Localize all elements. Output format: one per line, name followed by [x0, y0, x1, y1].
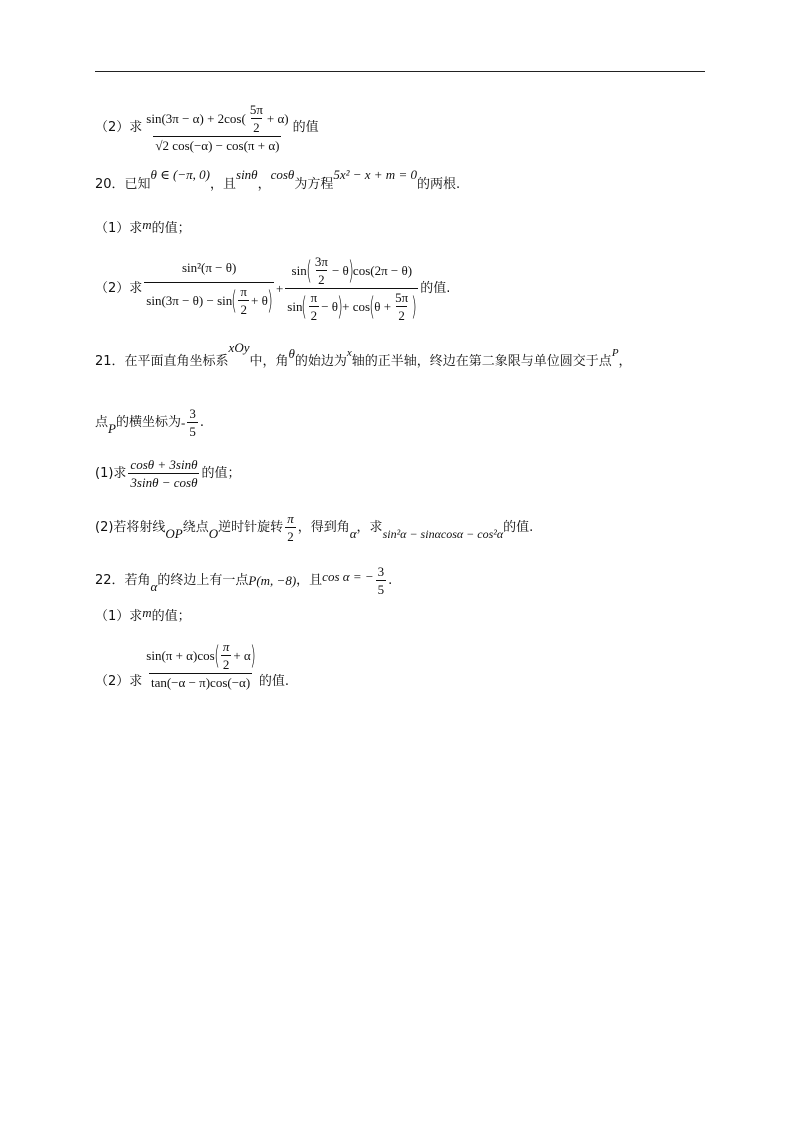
right-paren: ): [337, 291, 343, 322]
q20-p2-f2-num-c: cos(2π − θ): [352, 263, 413, 278]
q22-p1-suffix: 的值；: [151, 609, 191, 624]
q22-p2-num-a: sin(π + α)cos: [146, 648, 215, 663]
q21-stem: [95, 340, 632, 369]
q21-line2-b: 的横坐标为: [115, 415, 181, 430]
q22-p2-inner-num: π: [222, 639, 230, 654]
q22-p2-inner-den: 2: [222, 657, 230, 672]
q20-p2-f2-den-inner-num: π: [310, 290, 318, 305]
q20-p2-f2-num-inner: [313, 255, 330, 286]
q21-line2-frac-den: 5: [189, 424, 196, 439]
q20-p2-f2-den-inner-2: [393, 291, 410, 322]
q19-p2-inner-num: 5π: [249, 102, 263, 117]
q22-point: P(m, −8): [248, 573, 297, 588]
q20-p2-f2-den-a: sin: [287, 299, 303, 314]
q20-stem: [95, 167, 461, 192]
q21-p1-suffix: 的值；: [201, 466, 241, 481]
q20-p2-f1-den-b: + θ: [250, 293, 268, 308]
q21-part1: [95, 458, 240, 489]
left-paren: (: [306, 255, 312, 286]
q20-p2-plus: +: [275, 281, 284, 296]
q20-p2-f2-num-inner-num: 3π: [314, 254, 328, 269]
right-paren: ): [411, 291, 418, 322]
q22-text-1: 的终边上有一点: [157, 573, 249, 588]
q22-number: 22．若角: [95, 573, 151, 588]
q22-p1-var: m: [142, 605, 152, 620]
q22-p2-num-b: + α: [233, 648, 251, 663]
q21-line2-frac-num: 3: [189, 406, 196, 421]
q20-number: 20．已知: [95, 177, 151, 192]
q20-p2-f2-den-c: + cos: [342, 299, 371, 314]
q20-p2-f2-den-inner-den: 2: [310, 308, 318, 323]
q19-p2-inner-frac: [248, 103, 265, 134]
q21-x: x: [346, 347, 352, 359]
q22-p1-label: （1）求: [95, 609, 143, 624]
q20-text-4: 的两根.: [416, 177, 461, 192]
q20-p2-label: （2）求: [95, 281, 143, 296]
q21-line2-sign: -: [180, 415, 186, 430]
q21-p2-b: 绕点: [182, 520, 209, 535]
q20-sin: sinθ: [236, 167, 258, 182]
q22-p2-fraction: [144, 640, 257, 689]
right-paren: ): [250, 640, 256, 671]
q20-p2-f2-den-inner2-den: 2: [398, 308, 405, 323]
q21-text-2: 的始边为: [294, 354, 347, 369]
q19-p2-suffix: 的值: [292, 120, 319, 135]
q21-P: P: [611, 347, 619, 359]
q20-equation: 5x² − x + m = 0: [333, 167, 417, 182]
q22-stem: [95, 565, 392, 596]
q20-p2-f2-den-b: − θ: [321, 299, 339, 314]
q22-alpha: α: [150, 579, 158, 594]
q20-text-3: 为方程: [294, 177, 334, 192]
q21-part2: [95, 512, 533, 543]
q21-p2-O: O: [208, 526, 219, 541]
q20-p1-var: m: [142, 217, 152, 232]
q21-text-1: 中，角: [249, 354, 289, 369]
q20-p2-f2-den-inner: [309, 291, 320, 322]
q21-line2-a: 点: [95, 415, 109, 430]
q22-p2-den: tan(−α − π)cos(−α): [150, 675, 251, 690]
q21-p2-c: 逆时针旋转: [218, 520, 284, 535]
q20-p2-f2-num-a: sin: [291, 263, 307, 278]
q22-p2-inner: [221, 640, 232, 671]
q19-p2-fraction: [144, 103, 290, 152]
q20-p2-f1-inner-num: π: [240, 284, 247, 299]
q21-text-4: ，: [618, 354, 632, 369]
q20-p2-f1-inner-den: 2: [240, 302, 247, 317]
left-paren: (: [213, 640, 220, 671]
left-paren: (: [231, 285, 238, 316]
q19-p2-num-b: + α): [266, 111, 289, 126]
q22-text-2: ，且: [296, 573, 323, 588]
q21-p2-f: 的值.: [503, 520, 534, 535]
q20-p2-f1-num: sin²(π − θ): [181, 260, 237, 275]
q21-p1-num: cosθ + 3sinθ: [130, 457, 198, 472]
right-paren: ): [348, 255, 354, 286]
q19-part2: [95, 103, 319, 152]
q22-p2-suffix: 的值.: [258, 674, 290, 689]
q21-line2-fraction: [187, 407, 198, 438]
right-paren: ): [267, 285, 273, 316]
q21-p2-a: (2)若将射线: [95, 520, 166, 535]
q21-line2-P: P: [108, 421, 116, 436]
q20-part2: [95, 255, 450, 322]
q21-p1-den: 3sinθ − cosθ: [130, 475, 198, 490]
q20-p2-f2-den-inner2-num: 5π: [395, 290, 409, 305]
q20-p2-suffix: 的值.: [420, 281, 451, 296]
q22-p2-label: （2）求: [95, 674, 143, 689]
q20-p2-f2-den-d: θ +: [374, 299, 392, 314]
q22-text-3: .: [388, 573, 393, 588]
q21-p2-alpha: α: [349, 526, 357, 541]
q19-p2-inner-den: 2: [253, 120, 260, 135]
q22-part1: [95, 605, 191, 624]
q21-p2-fraction: [285, 512, 296, 543]
q22-condition: cos α = −: [322, 569, 374, 584]
left-paren: (: [301, 291, 308, 322]
q20-part1: [95, 217, 191, 236]
q21-p1-fraction: [128, 458, 199, 489]
q21-p2-e: ，求: [356, 520, 383, 535]
q20-p2-fraction-2: [285, 255, 418, 322]
q19-p2-den: √2 cos(−α) − cos(π + α): [155, 138, 280, 153]
q20-p2-f1-inner: [238, 285, 249, 316]
q20-p2-f1-den-a: sin(3π − θ) − sin: [146, 293, 233, 308]
q20-p1-suffix: 的值；: [151, 221, 191, 236]
q21-p1-label: (1)求: [95, 466, 127, 481]
q20-p2-f2-num-b: − θ: [331, 263, 349, 278]
q21-p2-expression: sin²α − sinαcosα − cos²α: [382, 526, 504, 541]
q20-text-2: ，: [257, 177, 271, 192]
q20-p1-label: （1）求: [95, 221, 143, 236]
q21-p2-OP: OP: [165, 526, 183, 541]
q20-p2-f2-num-inner-den: 2: [318, 272, 325, 287]
q22-frac-num: 3: [377, 564, 385, 579]
q20-condition: θ ∈ (−π, 0): [150, 167, 210, 182]
left-paren: (: [369, 291, 375, 322]
q20-text-1: ，且: [210, 177, 237, 192]
q21-text-3: 轴的正半轴，终边在第二象限与单位圆交于点: [351, 354, 612, 369]
q22-fraction: [376, 565, 387, 596]
q21-p2-frac-num: π: [287, 511, 294, 526]
q20-cos: cosθ: [270, 167, 295, 182]
q21-system: xOy: [228, 340, 250, 355]
q19-p2-num-a: sin(3π − α) + 2cos(: [146, 111, 246, 126]
q21-p2-frac-den: 2: [287, 529, 294, 544]
q22-frac-den: 5: [377, 582, 385, 597]
q19-p2-label: （2）求: [95, 120, 143, 135]
q22-part2: [95, 640, 289, 689]
q21-line2-c: .: [199, 415, 204, 430]
q21-theta: θ: [288, 346, 295, 361]
q21-p2-d: ，得到角: [297, 520, 350, 535]
q21-number: 21．在平面直角坐标系: [95, 354, 229, 369]
q20-p2-fraction-1: [144, 261, 274, 316]
q21-line2: [95, 407, 204, 438]
header-rule: [95, 71, 705, 72]
